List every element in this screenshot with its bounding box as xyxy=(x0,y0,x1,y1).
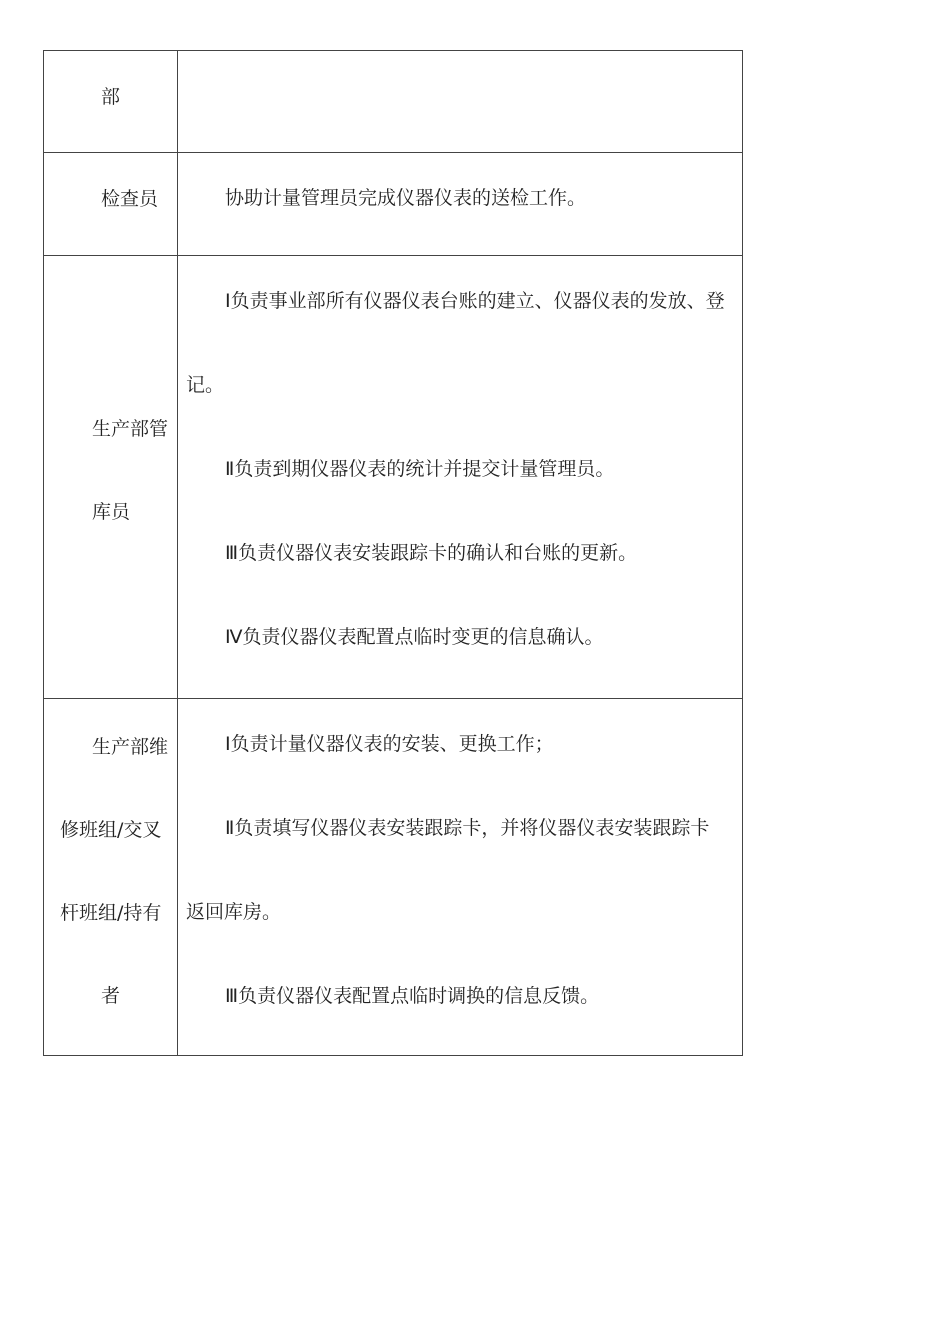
description-text: Ⅲ负责仪器仪表安装跟踪卡的确认和台账的更新。 xyxy=(225,542,638,564)
role-text: 检查员 xyxy=(101,188,159,210)
role-text: 部 xyxy=(101,86,121,108)
description-text: Ⅱ负责填写仪器仪表安装跟踪卡，并将仪器仪表安装跟踪卡 xyxy=(225,817,710,839)
description-text: Ⅰ负责事业部所有仪器仪表台账的建立、仪器仪表的发放、登 xyxy=(225,290,725,312)
role-text: 者 xyxy=(101,985,121,1007)
description-text: 返回库房。 xyxy=(186,901,282,923)
role-cell xyxy=(44,699,178,1056)
role-text: 修班组/交叉 xyxy=(60,819,162,841)
description-text: 协助计量管理员完成仪器仪表的送检工作。 xyxy=(225,187,587,209)
description-cell xyxy=(178,153,743,256)
description-cell xyxy=(178,51,743,153)
responsibility-table xyxy=(43,50,743,1056)
description-cell xyxy=(178,256,743,699)
role-text: 生产部维 xyxy=(92,736,169,758)
table-row xyxy=(44,699,743,1056)
role-text: 生产部管 xyxy=(92,418,169,440)
role-cell xyxy=(44,51,178,153)
table-row xyxy=(44,51,743,153)
description-text: Ⅰ负责计量仪器仪表的安装、更换工作； xyxy=(225,733,554,755)
role-text: 库员 xyxy=(92,501,131,523)
table-row xyxy=(44,256,743,699)
description-text: Ⅲ负责仪器仪表配置点临时调换的信息反馈。 xyxy=(225,985,600,1007)
table-row xyxy=(44,153,743,256)
role-cell xyxy=(44,256,178,699)
description-text: 记。 xyxy=(186,374,225,396)
description-cell xyxy=(178,699,743,1056)
description-text: Ⅳ负责仪器仪表配置点临时变更的信息确认。 xyxy=(225,626,604,648)
role-text: 杆班组/持有 xyxy=(60,902,162,924)
description-text: Ⅱ负责到期仪器仪表的统计并提交计量管理员。 xyxy=(225,458,615,480)
role-cell xyxy=(44,153,178,256)
